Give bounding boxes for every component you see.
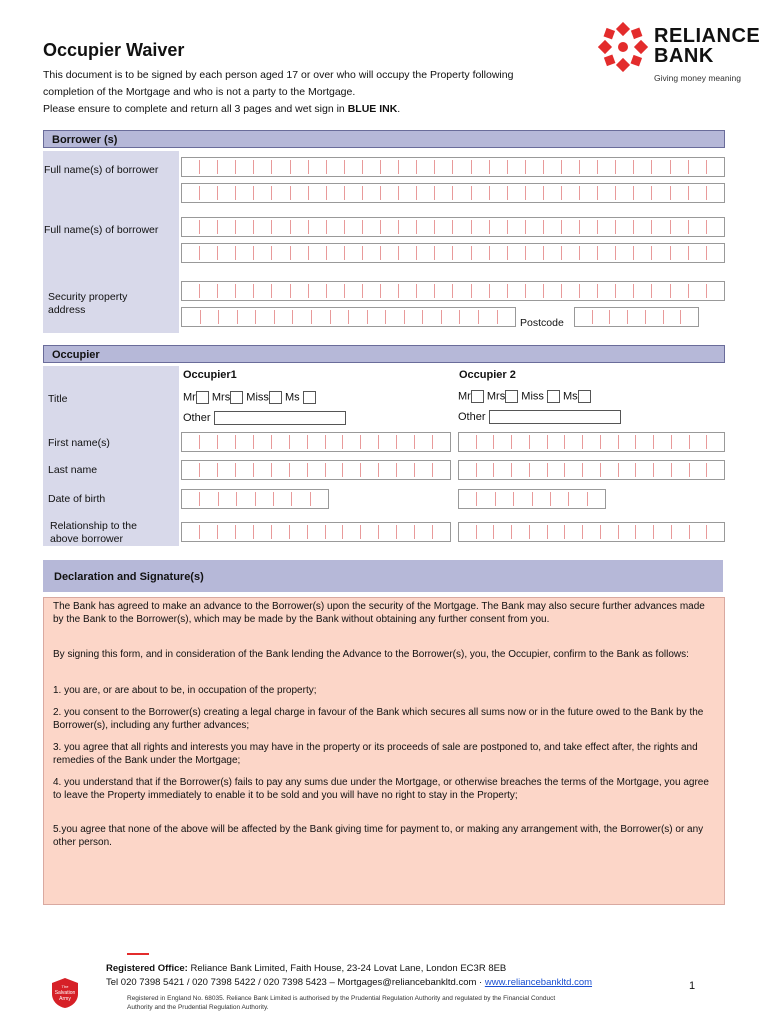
occupier1-heading: Occupier1 xyxy=(183,369,237,381)
salvation-army-shield-icon xyxy=(50,977,80,1009)
occupier1-relationship-field[interactable] xyxy=(181,522,451,542)
declaration-item1: 1. you are, or are about to be, in occupation of the property; xyxy=(53,685,317,696)
occupier-section-heading: Occupier xyxy=(43,345,725,363)
contact-line: Tel 020 7398 5421 / 020 7398 5422 / 020 7398 5423 – Mortgages@reliancebankltd.com · www.reliancebankltd.com xyxy=(106,977,593,988)
page-number: 1 xyxy=(689,980,696,992)
occupier2-mrs-checkbox[interactable] xyxy=(505,390,518,403)
svg-text:The: The xyxy=(61,984,69,989)
occupier2-first-name-field[interactable] xyxy=(458,432,725,452)
occupier2-miss-checkbox[interactable] xyxy=(547,390,560,403)
borrower1-name-line1-field[interactable] xyxy=(181,157,725,177)
occupier2-heading: Occupier 2 xyxy=(459,369,516,381)
occupier2-title-options: Mr Mrs Miss Ms xyxy=(458,390,591,403)
occupier1-dob-field[interactable] xyxy=(181,489,329,509)
borrower2-name-line1-field[interactable] xyxy=(181,217,725,237)
occupier1-mr-checkbox[interactable] xyxy=(196,391,209,404)
full-name-label-2: Full name(s) of borrower xyxy=(44,224,159,236)
borrower1-name-line2-field[interactable] xyxy=(181,183,725,203)
relationship-label: Relationship to the above borrower xyxy=(50,520,137,545)
occupier2-dob-field[interactable] xyxy=(458,489,606,509)
registered-office: Registered Office: Reliance Bank Limited, Faith House, 23-24 Lovat Lane, London EC3R 8EB xyxy=(106,963,507,974)
declaration-para1: The Bank has agreed to make an advance to the Borrower(s) upon the security of the Mortgage. The Bank may also secure further advances made by the Bank to the Borrower(s), which may be made by the Bank without obtaining any further consent from you. xyxy=(53,601,705,625)
borrower2-name-line2-field[interactable] xyxy=(181,243,725,263)
logo-tagline: Giving money meaning xyxy=(654,73,741,83)
occupier2-mr-checkbox[interactable] xyxy=(471,390,484,403)
occupier1-mrs-checkbox[interactable] xyxy=(230,391,243,404)
regulatory-line1: Registered in England No. 68035. Reliance Bank Limited is authorised by the Prudential Regulation Authority and regulated by the Financial Conduct xyxy=(127,995,556,1002)
full-name-label-1: Full name(s) of borrower xyxy=(44,164,159,176)
postcode-field[interactable] xyxy=(574,307,699,327)
page-title: Occupier Waiver xyxy=(43,40,185,60)
declaration-para2: By signing this form, and in consideration of the Bank lending the Advance to the Borrower(s), you, the Occupier, confirm to the Bank as follows: xyxy=(53,649,689,660)
declaration-item2: 2. you consent to the Borrower(s) creating a legal charge in favour of the Bank which secures all sums now or in the future owed to the Bank by the Borrower(s), including any further advances; xyxy=(53,707,704,731)
occupier1-last-name-field[interactable] xyxy=(181,460,451,480)
address-line1-field[interactable] xyxy=(181,281,725,301)
declaration-item4: 4. you understand that if the Borrower(s) fails to pay any sums due under the Mortgage, or otherwise breaches the terms of the Mortgage, you agree to leave the Property immediately to enable it to be sold and you will have no right to stay in the Property; xyxy=(53,777,709,801)
occupier2-last-name-field[interactable] xyxy=(458,460,725,480)
reliance-bank-logo-icon xyxy=(598,22,648,72)
occupier1-title-options: Mr Mrs Miss Ms xyxy=(183,391,316,404)
title-label: Title xyxy=(48,393,68,405)
website-link[interactable]: www.reliancebankltd.com xyxy=(484,977,593,988)
occupier1-miss-checkbox[interactable] xyxy=(269,391,282,404)
regulatory-line2: Authority and the Prudential Regulation Authority. xyxy=(127,1004,269,1011)
occupier2-other: Other xyxy=(458,410,621,424)
footer-accent-line xyxy=(127,953,149,955)
logo-name: RELIANCE BANK xyxy=(654,25,761,67)
occupier2-other-field[interactable] xyxy=(489,410,621,424)
declaration-item3: 3. you agree that all rights and interests you may have in the property or its proceeds of sale are postponed to, and take effect after, the rights and remedies of the Bank under the Mortgage; xyxy=(53,742,698,766)
svg-text:Salvation: Salvation xyxy=(54,990,76,996)
occupier2-ms-checkbox[interactable] xyxy=(578,390,591,403)
borrower-section-heading: Borrower (s) xyxy=(43,130,725,148)
occupier1-other: Other xyxy=(183,411,346,425)
occupier1-first-name-field[interactable] xyxy=(181,432,451,452)
occupier2-relationship-field[interactable] xyxy=(458,522,725,542)
svg-text:Army: Army xyxy=(59,996,71,1002)
occupier1-other-field[interactable] xyxy=(214,411,346,425)
declaration-item5: 5.you agree that none of the above will be affected by the Bank giving time for payment to, or making any arrangement with, the Borrower(s) or any other person. xyxy=(53,824,704,848)
occupier1-ms-checkbox[interactable] xyxy=(303,391,316,404)
dob-label: Date of birth xyxy=(48,493,106,505)
first-name-label: First name(s) xyxy=(48,437,110,449)
security-address-label: Security property address xyxy=(48,291,128,316)
postcode-label: Postcode xyxy=(520,317,564,329)
declaration-heading: Declaration and Signature(s) xyxy=(54,571,204,583)
last-name-label: Last name xyxy=(48,464,98,476)
address-line2-field[interactable] xyxy=(181,307,516,327)
intro-text: This document is to be signed by each person aged 17 or over who will occupy the Property following completion of the Mortgage and who is not a party to the Mortgage. Please ensure to complete and return all 3 pages and wet sign in BLUE INK. xyxy=(43,69,514,115)
